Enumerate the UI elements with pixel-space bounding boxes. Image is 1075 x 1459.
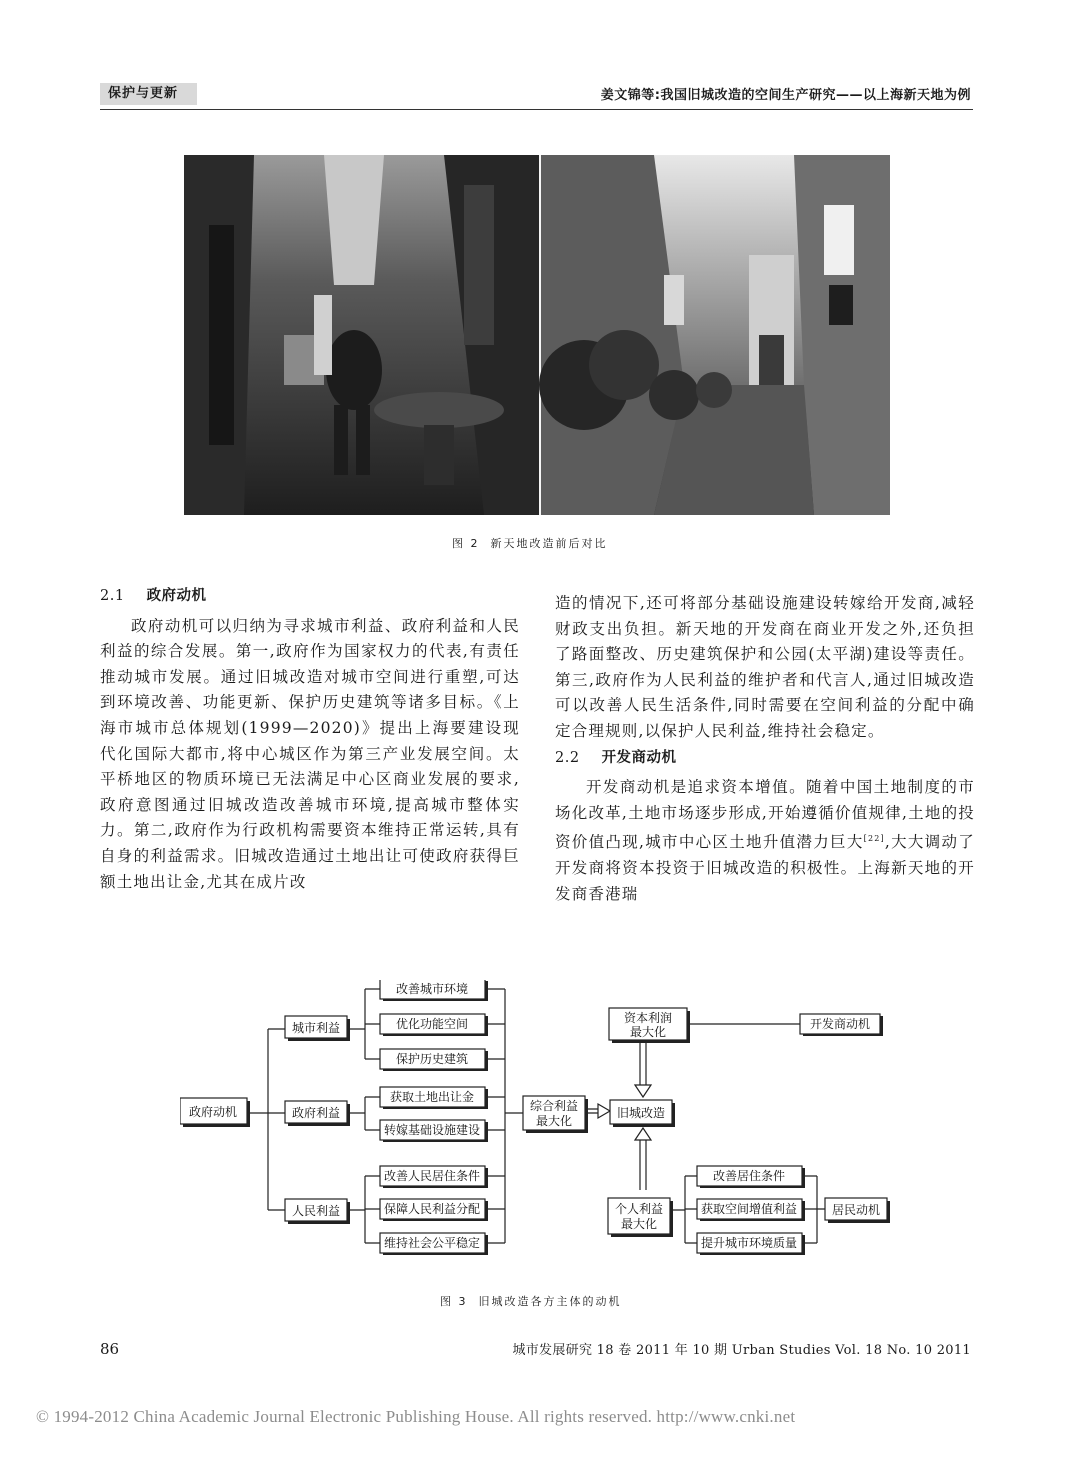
node-label: 改善城市环境 [395, 982, 469, 996]
node-label: 改善居住条件 [712, 1169, 786, 1183]
photo-shape [324, 155, 384, 285]
connector [350, 1097, 380, 1130]
section-2-1-heading [100, 584, 520, 610]
node-label: 资本利润 [623, 1011, 673, 1025]
connector [802, 1176, 825, 1243]
photo-shape [326, 330, 382, 410]
connector [585, 1104, 610, 1118]
node-label: 最大化 [629, 1025, 667, 1039]
photo-shape [209, 225, 234, 445]
node-label: 最大化 [620, 1217, 658, 1231]
node-label: 个人利益 [614, 1202, 664, 1216]
node-label: 获取土地出让金 [389, 1090, 475, 1104]
photo-shape [824, 205, 854, 275]
section-2-2-heading [555, 746, 975, 772]
photo-shape [539, 155, 541, 515]
header-rule [100, 109, 973, 110]
connector [635, 1128, 651, 1190]
photo-shape [424, 425, 454, 485]
photo-shape [589, 330, 659, 400]
connector [250, 1029, 285, 1210]
connector [350, 1176, 380, 1243]
before-after-photo [184, 155, 890, 515]
figure-2-caption [452, 535, 608, 551]
section-number: 2.2 [555, 749, 580, 766]
figure-2-label: 图 2 [452, 537, 480, 550]
figure-3-caption [440, 1293, 622, 1309]
connector [485, 989, 523, 1243]
photo-shape [649, 370, 699, 420]
node-label: 维持社会公平稳定 [383, 1236, 481, 1250]
connector [350, 989, 380, 1059]
photo-shape [314, 295, 332, 375]
photo-shape [464, 185, 494, 345]
node-label: 综合利益 [529, 1099, 579, 1113]
section-number: 2.1 [100, 588, 125, 604]
citation-ref: [22] [863, 834, 885, 844]
page-number: 86 [100, 1340, 120, 1358]
photo-shape [696, 372, 732, 408]
node-label: 开发商动机 [809, 1017, 871, 1031]
figure-3-diagram [180, 980, 900, 1265]
node-label: 政府动机 [188, 1105, 238, 1119]
paragraph-part-b: ,大大调动了开发商将资本投资于旧城改造的积极性。上海新天地的开发商香港瑞 [555, 833, 975, 903]
section-title: 政府动机 [146, 588, 207, 604]
node-label: 最大化 [535, 1114, 573, 1128]
photo-shape [759, 335, 784, 385]
copyright-notice: © 1994-2012 China Academic Journal Electronic Publishing House. All rights reserved. http://www.cnki.net [36, 1407, 796, 1426]
running-title: 姜文锦等:我国旧城改造的空间生产研究——以上海新天地为例 [600, 88, 971, 103]
left-column [100, 584, 520, 895]
photo-shape [334, 405, 348, 475]
node-label: 政府利益 [291, 1106, 341, 1120]
photo-shape [664, 275, 684, 325]
section-title: 开发商动机 [601, 749, 677, 766]
figure-2-text: 新天地改造前后对比 [490, 537, 608, 550]
section-tag: 保护与更新 [100, 83, 197, 105]
node-label: 获取空间增值利益 [700, 1202, 798, 1216]
figure-2-photos [184, 155, 890, 515]
body-paragraph: 政府动机可以归纳为寻求城市利益、政府利益和人民利益的综合发展。第一,政府作为国家权力的代表,有责任推动城市发展。通过旧城改造对城市空间进行重塑,可达到环境改善、功能更新、保护历史建筑等诸多目标。《上海市城市总体规划(1999—2020)》提出上海要建设现代化国际大都市,将中心城区作为第三产业发展空间。太平桥地区的物质环境已无法满足中心区商业发展的要求,政府意图通过旧城改造改善城市环境,提高城市整体实力。第二,政府作为行政机构需要资本维持正常运转,具有自身的利益需求。旧城改造通过土地出让可使政府获得巨额土地出让金,尤其在成片改 [100, 616, 520, 891]
connector [670, 1176, 697, 1243]
node-label: 改善人民居住条件 [383, 1169, 481, 1183]
journal-info: 城市发展研究 18 卷 2011 年 10 期 Urban Studies Vol. 18 No. 10 2011 [512, 1343, 971, 1358]
node-label: 提升城市环境质量 [700, 1236, 798, 1250]
node-label: 城市利益 [291, 1021, 341, 1035]
node-label: 优化功能空间 [395, 1017, 469, 1031]
body-paragraph [555, 775, 975, 907]
node-label: 保障人民利益分配 [383, 1202, 481, 1216]
photo-shape [829, 285, 853, 325]
paragraph-part-a: 开发商动机是追求资本增值。随着中国土地制度的市场化改革,土地市场逐步形成,开始遵循价值规律,土地的投资价值凸现,城市中心区土地升值潜力巨大 [555, 778, 975, 852]
node-label: 转嫁基础设施建设 [383, 1123, 481, 1137]
node-label: 居民动机 [831, 1203, 881, 1217]
photo-shape [374, 392, 504, 428]
body-paragraph-continued: 造的情况下,还可将部分基础设施建设转嫁给开发商,减轻财政支出负担。新天地的开发商在商业开发之外,还负担了路面整改、历史建筑保护和公园(太平湖)建设等责任。第三,政府作为人民利益的维护者和代言人,通过旧城改造可以改善人民生活条件,同时需要在空间利益的分配中确定合理规则,以保护人民利益,维持社会稳定。 [555, 594, 975, 740]
node-label: 保护历史建筑 [395, 1052, 469, 1066]
photo-shape [356, 405, 370, 475]
figure-3-label: 图 3 [440, 1295, 468, 1308]
figure-3-text: 旧城改造各方主体的动机 [478, 1295, 622, 1308]
node-label: 人民利益 [291, 1204, 341, 1218]
right-column [555, 591, 975, 907]
node-label: 旧城改造 [616, 1106, 666, 1120]
connector [635, 1042, 651, 1097]
